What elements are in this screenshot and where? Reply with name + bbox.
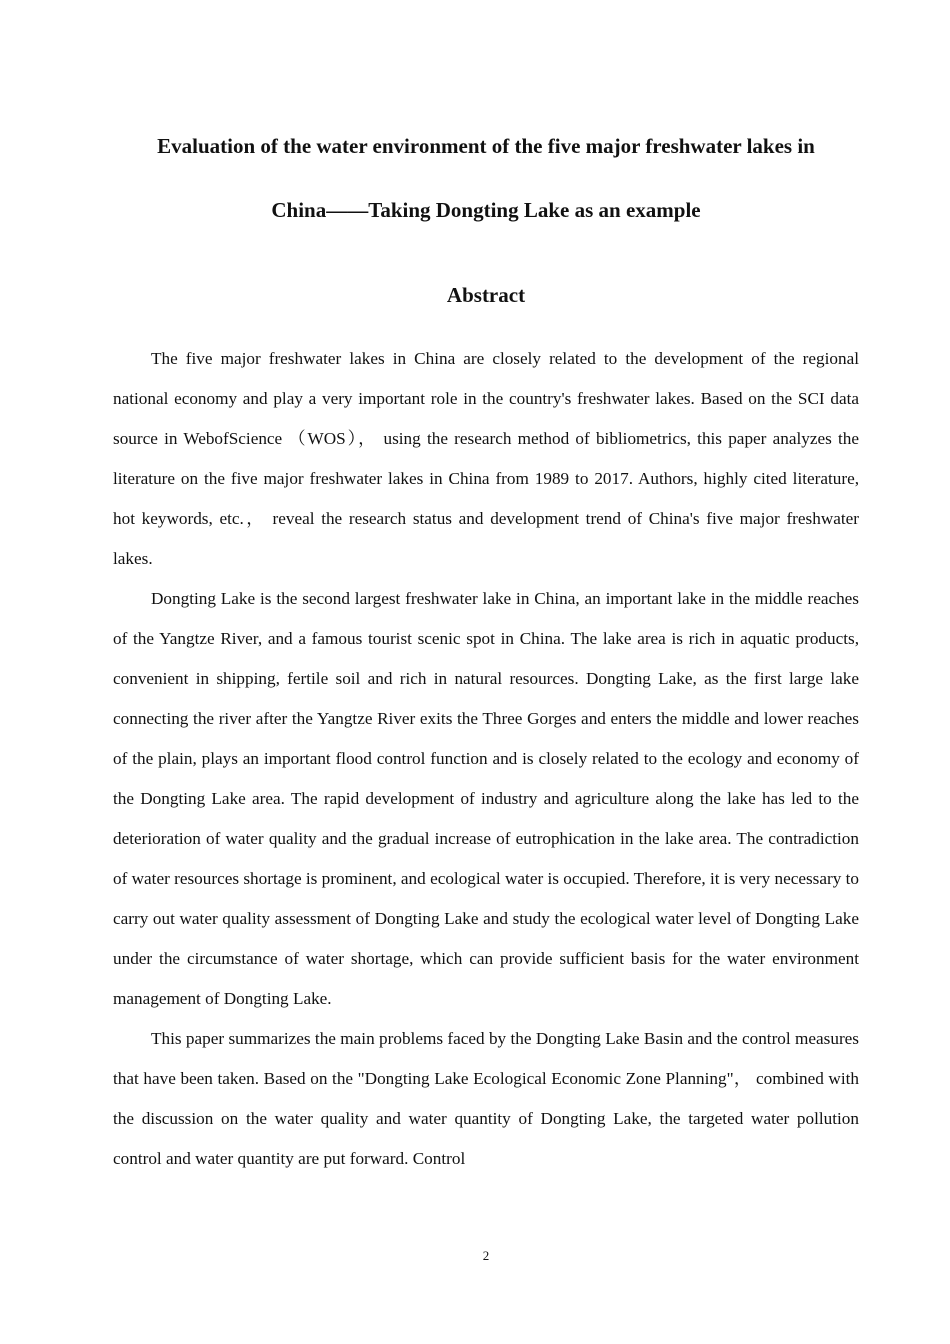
abstract-heading: Abstract — [446, 283, 526, 307]
paragraph-2: Dongting Lake is the second largest freshwater lake in China, an important lake in the middle reaches of the Yangtze River, and a famous tourist scenic spot in China. The lake area is rich in aquatic products, convenient in shipping, fertile soil and rich in natural resources. Dongting Lake, as the first large lake connecting the river after the Yangtze River exits the Three Gorges and enters the middle and lower reaches of the plain, plays an important flood control function and is closely related to the ecology and economy of the Dongting Lake area. The rapid development of industry and agriculture along the lake has led to the deterioration of water quality and the gradual increase of eutrophication in the lake area. The contradiction of water resources shortage is prominent, and ecological water is occupied. Therefore, it is very necessary to carry out water quality assessment of Dongting Lake and study the ecological water level of Dongting Lake under the circumstance of water shortage, which can provide sufficient basis for the water environment management of Dongting Lake. — [113, 589, 859, 1008]
abstract-body — [113, 339, 859, 1179]
paragraph-1: The five major freshwater lakes in China are closely related to the development of the regional national economy and play a very important role in the country's freshwater lakes. Based on the SCI data source in WebofScience （WOS）， using the research method of bibliometrics, this paper analyzes the literature on the five major freshwater lakes in China from 1989 to 2017. Authors, highly cited literature, hot keywords, etc.， reveal the research status and development trend of China's five major freshwater lakes. — [113, 349, 859, 568]
page-number: 2 — [482, 1248, 490, 1263]
paragraph-3: This paper summarizes the main problems faced by the Dongting Lake Basin and the control measures that have been taken. Based on the "Dongting Lake Ecological Economic Zone Planning"， combined with the discussion on the water quality and water quantity of Dongting Lake, the targeted water pollution control and water quantity are put forward. Control — [113, 1029, 859, 1168]
title-line-1: Evaluation of the water environment of the five major freshwater lakes in — [157, 134, 815, 158]
title-line-2: China——Taking Dongting Lake as an example — [271, 198, 701, 222]
